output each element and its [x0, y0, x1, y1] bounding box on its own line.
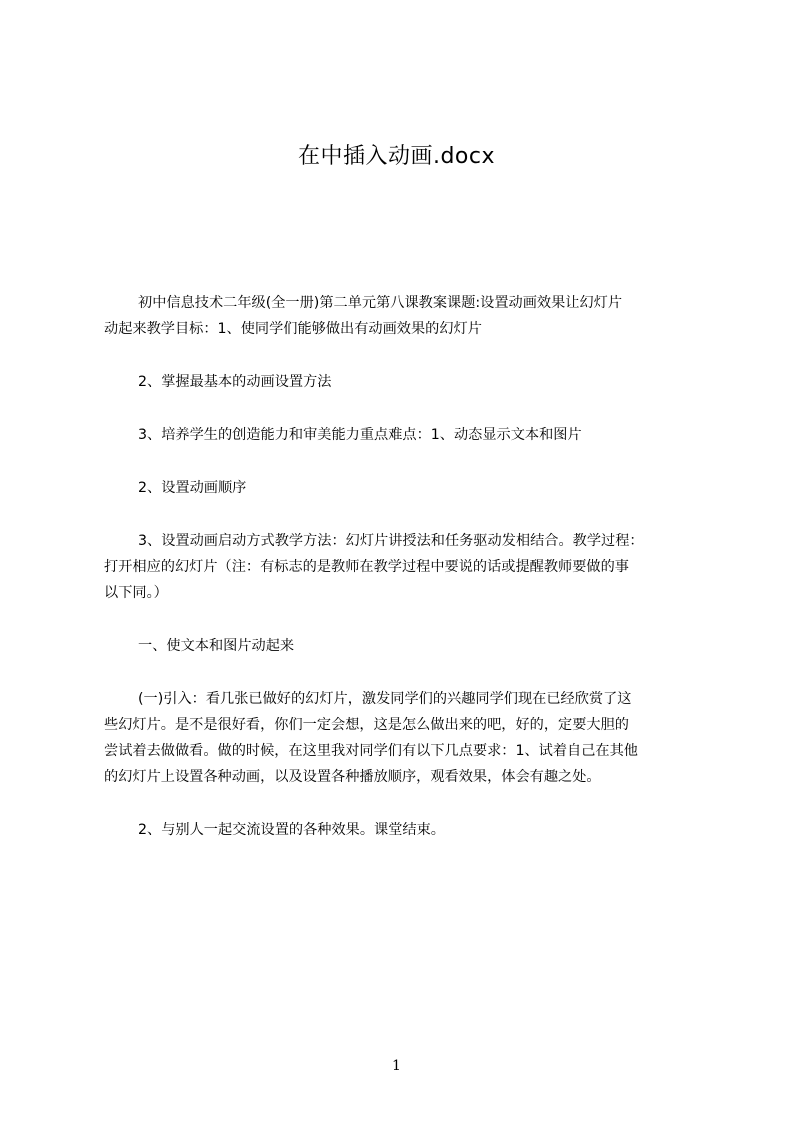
section-heading — [104, 633, 696, 659]
paragraph-line: 些幻灯片。是不是很好看，你们一定会想，这是怎么做出来的吧，好的，定要大胆的 — [104, 717, 629, 733]
paragraph-objective-2 — [104, 369, 696, 395]
paragraph-line: 2、掌握最基本的动画设置方法 — [138, 374, 332, 390]
paragraph-line: 动起来教学目标：1、使同学们能够做出有动画效果的幻灯片 — [104, 321, 482, 337]
paragraph-line: 打开相应的幻灯片（注：有标志的是教师在教学过程中要说的话或提醒教师要做的事 — [104, 559, 629, 575]
paragraph-line: 3、设置动画启动方式教学方法：幻灯片讲授法和任务驱动发相结合。教学过程： — [138, 533, 644, 549]
paragraph-objectives — [104, 290, 696, 342]
paragraph-line: 3、培养学生的创造能力和审美能力重点难点：1、动态显示文本和图片 — [138, 427, 582, 443]
document-body — [104, 290, 696, 870]
paragraph-method — [104, 528, 696, 606]
document-title: 在中插入动画.docx — [297, 144, 496, 169]
paragraph-line: 2、设置动画顺序 — [138, 480, 247, 496]
paragraph-line: 2、与别人一起交流设置的各种效果。课堂结束。 — [138, 822, 445, 838]
paragraph-conclusion — [104, 817, 696, 843]
paragraph-line: (一)引入：看几张已做好的幻灯片，激发同学们的兴趣同学们现在已经欣赏了这 — [138, 691, 632, 707]
paragraph-line: 以下同。） — [104, 585, 168, 601]
page-number: 1 — [392, 1058, 401, 1074]
paragraph-line: 初中信息技术二年级(全一册)第二单元第八课教案课题:设置动画效果让幻灯片 — [138, 295, 623, 311]
paragraph-objective-3 — [104, 422, 696, 448]
paragraph-line: 一、使文本和图片动起来 — [138, 638, 295, 654]
paragraph-key-point-2 — [104, 475, 696, 501]
paragraph-introduction — [104, 686, 696, 790]
paragraph-line: 的幻灯片上设置各种动画，以及设置各种播放顺序，观看效果，体会有趣之处。 — [104, 769, 601, 785]
paragraph-line: 尝试着去做做看。做的时候，在这里我对同学们有以下几点要求：1、试着自己在其他 — [104, 743, 638, 759]
